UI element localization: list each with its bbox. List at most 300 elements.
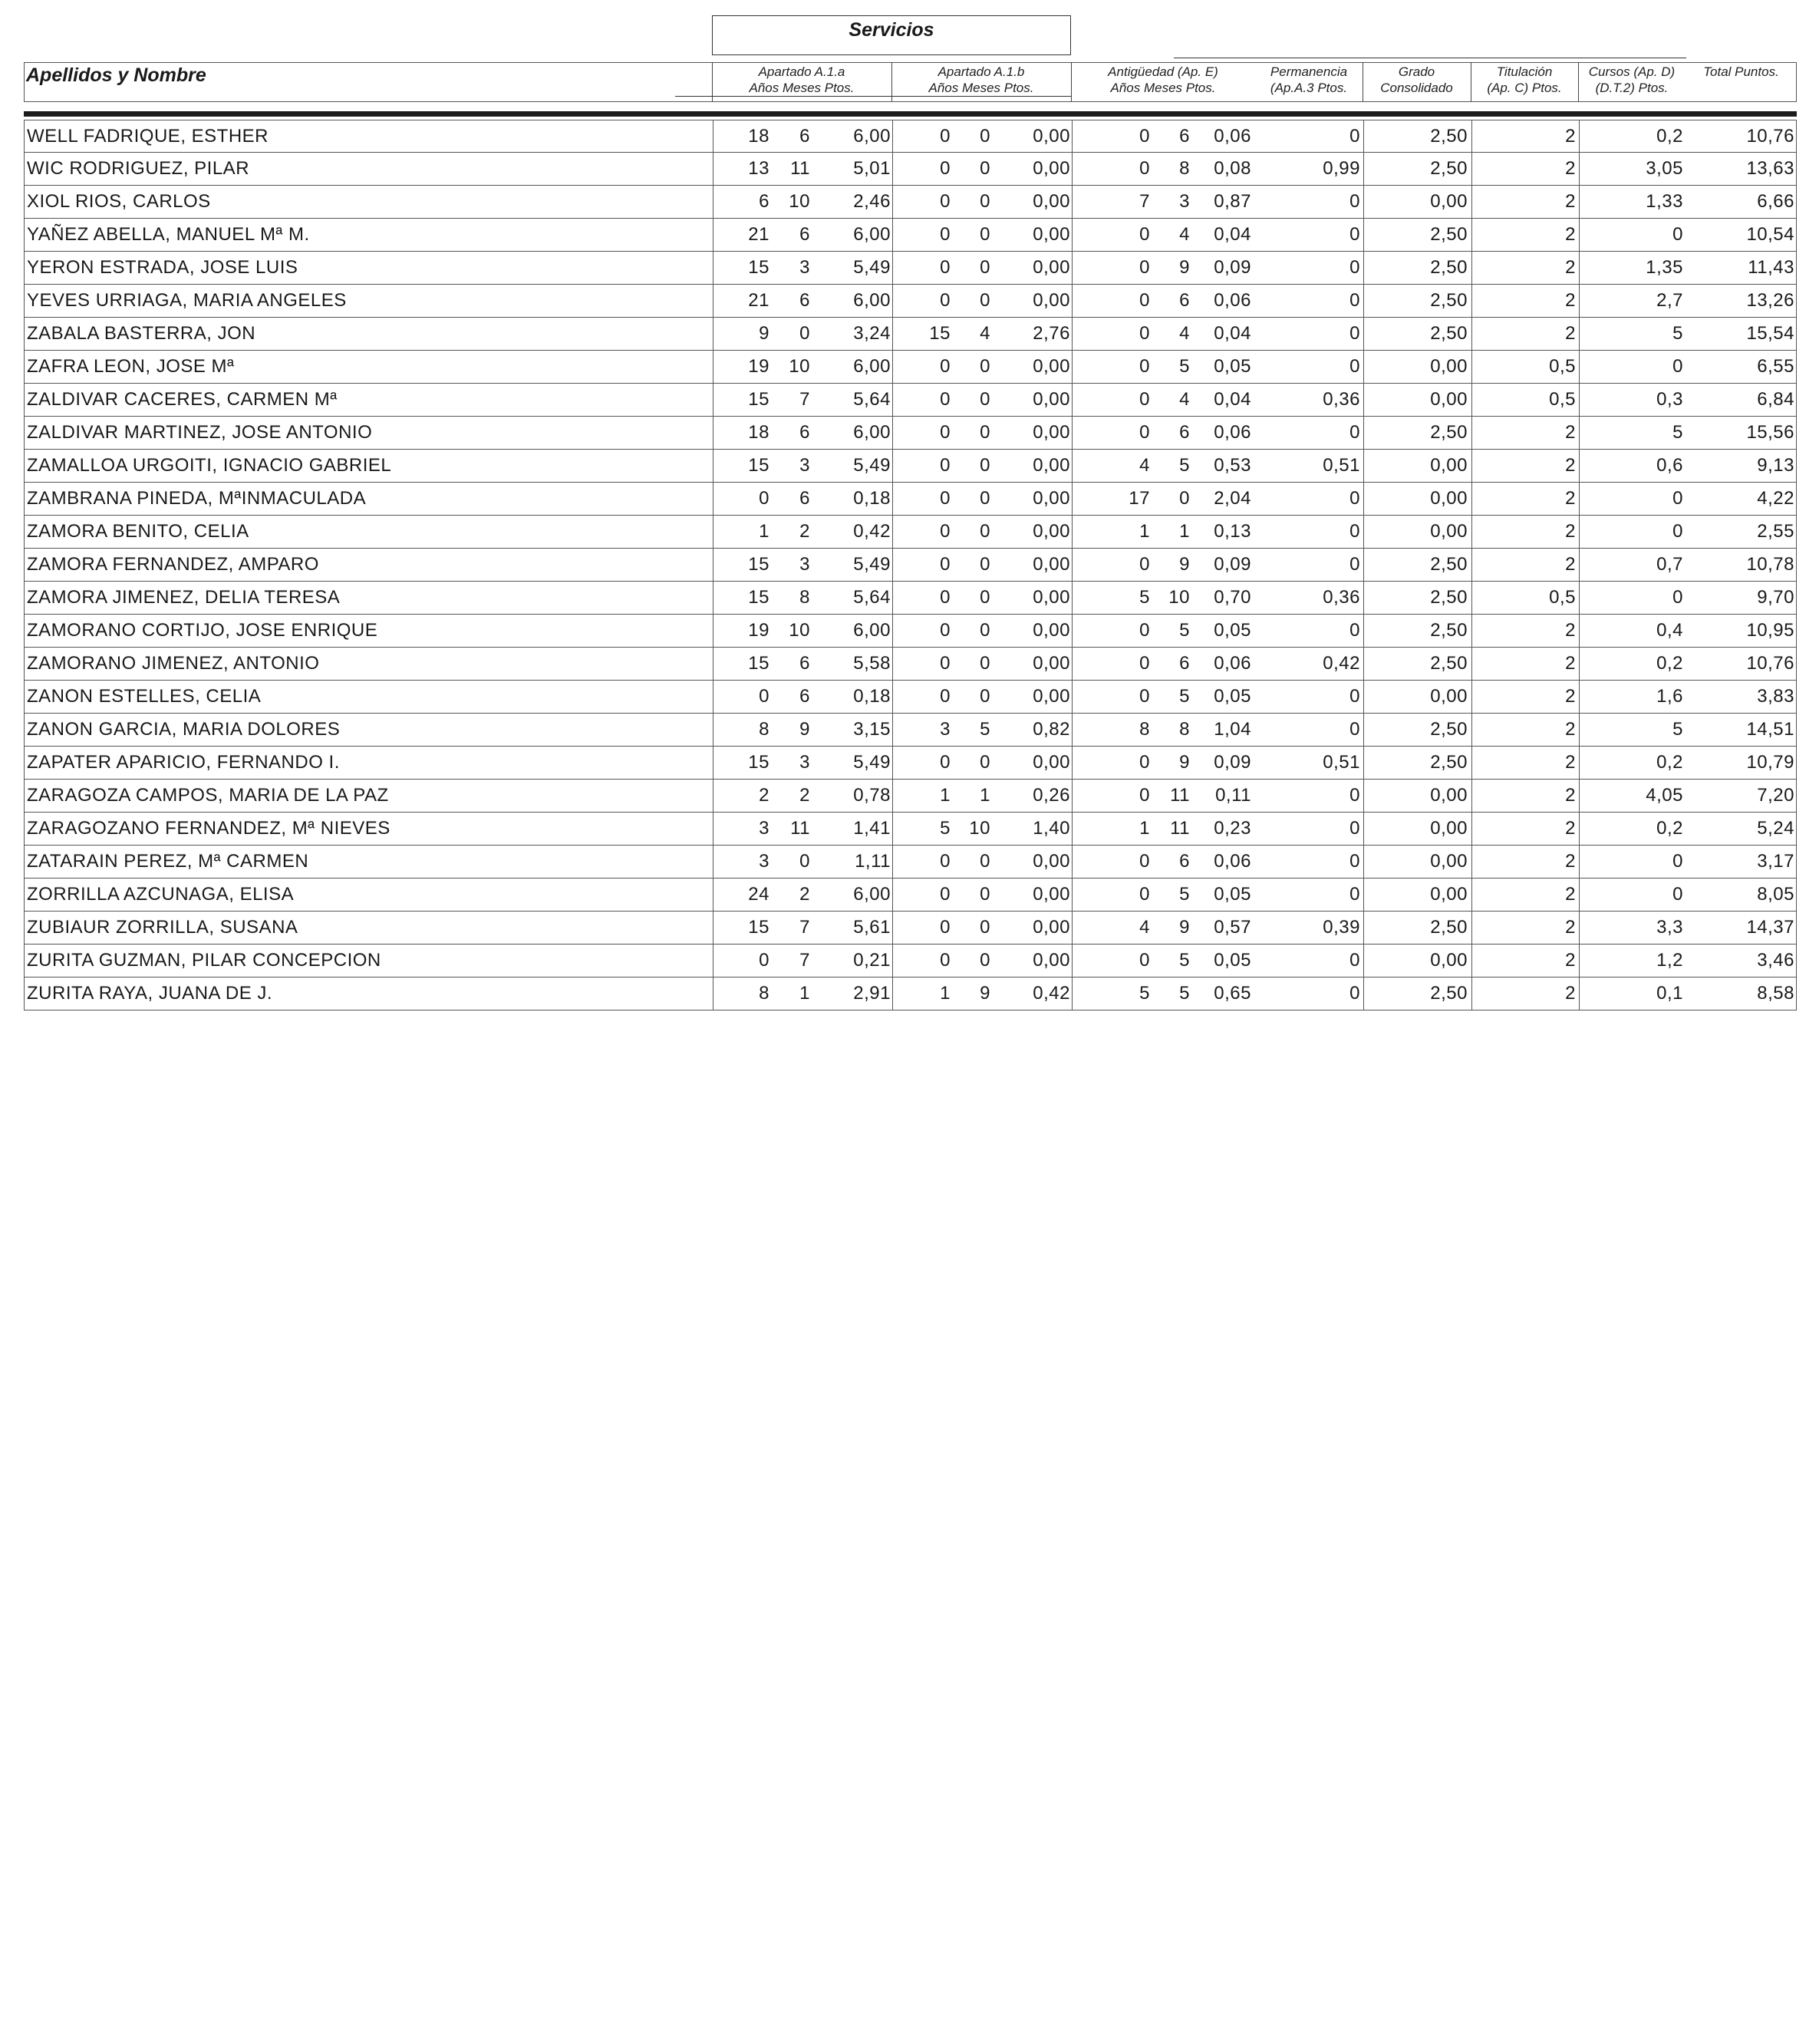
table-row (25, 681, 1796, 714)
a1a-points-cell: 1,11 (855, 851, 891, 872)
titulacion-cell: 2 (1565, 323, 1576, 344)
a1b-months-cell: 0 (980, 950, 990, 971)
table-row (25, 252, 1796, 285)
cursos-cell: 5 (1672, 422, 1683, 443)
a1b-points-cell: 0,00 (1033, 356, 1070, 377)
cursos-cell: 0,6 (1656, 455, 1683, 476)
column-divider (1579, 351, 1580, 383)
cursos-cell: 0 (1672, 488, 1683, 509)
column-divider (892, 549, 893, 581)
antiguedad-points-cell: 0,87 (1214, 191, 1251, 212)
total-puntos-cell: 8,05 (1757, 884, 1794, 905)
column-divider (1072, 615, 1073, 647)
total-puntos-cell: 6,66 (1757, 191, 1794, 212)
total-puntos-cell: 3,46 (1757, 950, 1794, 971)
cursos-cell: 3,05 (1646, 158, 1683, 179)
antiguedad-points-cell: 0,04 (1214, 224, 1251, 245)
header-divider (1071, 62, 1072, 102)
total-puntos-cell: 10,95 (1746, 620, 1794, 641)
person-name-cell: XIOL RIOS, CARLOS (27, 191, 211, 212)
titulacion-cell: 2 (1565, 455, 1576, 476)
a1b-points-cell: 0,00 (1033, 884, 1070, 905)
antiguedad-years-cell: 1 (1139, 818, 1150, 839)
column-divider (892, 186, 893, 218)
titulacion-cell: 2 (1565, 917, 1576, 938)
column-divider (1471, 285, 1472, 317)
column-divider (892, 780, 893, 812)
grado-consolidado-cell: 0,00 (1430, 785, 1468, 806)
column-divider (892, 516, 893, 548)
a1b-months-cell: 4 (980, 323, 990, 344)
antiguedad-months-cell: 8 (1179, 158, 1190, 179)
titulacion-cell: 2 (1565, 191, 1576, 212)
total-puntos-cell: 11,43 (1748, 257, 1794, 278)
table-row (25, 615, 1796, 648)
column-divider (1363, 945, 1364, 977)
permanencia-cell: 0,51 (1323, 455, 1360, 476)
grado-consolidado-cell: 0,00 (1430, 950, 1468, 971)
a1b-points-cell: 0,00 (1033, 686, 1070, 707)
a1b-months-cell: 0 (980, 620, 990, 641)
column-header-grado-consolidado: Grado Consolidado (1380, 64, 1453, 95)
column-divider (1072, 318, 1073, 350)
column-divider (1072, 285, 1073, 317)
a1b-months-cell: 0 (980, 686, 990, 707)
column-divider (1471, 516, 1472, 548)
column-divider (1579, 912, 1580, 944)
column-divider (892, 483, 893, 515)
a1b-points-cell: 0,82 (1033, 719, 1070, 740)
antiguedad-years-cell: 17 (1129, 488, 1150, 509)
cursos-cell: 5 (1672, 323, 1683, 344)
antiguedad-months-cell: 9 (1179, 917, 1190, 938)
scores-table (24, 120, 1797, 1010)
a1b-months-cell: 0 (980, 917, 990, 938)
cursos-cell: 1,35 (1646, 257, 1683, 278)
antiguedad-months-cell: 9 (1179, 752, 1190, 773)
permanencia-cell: 0 (1349, 950, 1360, 971)
a1b-points-cell: 0,00 (1033, 257, 1070, 278)
table-row (25, 780, 1796, 813)
column-divider (1363, 252, 1364, 284)
table-row (25, 483, 1796, 516)
person-name-cell: ZARAGOZA CAMPOS, MARIA DE LA PAZ (27, 785, 389, 806)
column-divider (892, 945, 893, 977)
grado-consolidado-cell: 0,00 (1430, 389, 1468, 410)
column-divider (1471, 945, 1472, 977)
titulacion-cell: 2 (1565, 290, 1576, 311)
column-divider (1579, 318, 1580, 350)
a1a-years-cell: 2 (759, 785, 769, 806)
a1b-months-cell: 0 (980, 191, 990, 212)
column-divider (1072, 912, 1073, 944)
column-divider (1471, 153, 1472, 185)
a1a-months-cell: 10 (789, 191, 810, 212)
a1a-years-cell: 13 (748, 158, 769, 179)
grado-consolidado-cell: 2,50 (1430, 323, 1468, 344)
cursos-cell: 0 (1672, 224, 1683, 245)
column-header-total-puntos: Total Puntos. (1703, 64, 1779, 79)
a1b-points-cell: 0,00 (1033, 521, 1070, 542)
permanencia-cell: 0,42 (1323, 653, 1360, 674)
antiguedad-months-cell: 9 (1179, 257, 1190, 278)
column-divider (892, 747, 893, 779)
a1a-months-cell: 10 (789, 620, 810, 641)
column-header-antiguedad: Antigüedad (Ap. E) Años Meses Ptos. (1108, 64, 1218, 95)
column-divider (1363, 186, 1364, 218)
a1a-years-cell: 0 (759, 488, 769, 509)
a1b-months-cell: 0 (980, 224, 990, 245)
a1b-months-cell: 0 (980, 488, 990, 509)
column-divider (1363, 351, 1364, 383)
cursos-cell: 0,2 (1656, 126, 1683, 147)
a1b-years-cell: 1 (940, 785, 951, 806)
permanencia-cell: 0 (1349, 126, 1360, 147)
titulacion-cell: 0,5 (1549, 356, 1576, 377)
a1b-months-cell: 0 (980, 290, 990, 311)
permanencia-cell: 0 (1349, 290, 1360, 311)
grado-consolidado-cell: 2,50 (1430, 620, 1468, 641)
column-divider (1072, 219, 1073, 251)
column-header-apartado-a1a: Apartado A.1.a Años Meses Ptos. (749, 64, 855, 95)
header-divider (1578, 62, 1579, 102)
titulacion-cell: 2 (1565, 785, 1576, 806)
column-divider (1072, 450, 1073, 482)
column-divider (1363, 648, 1364, 680)
column-divider (1471, 120, 1472, 152)
column-divider (1579, 846, 1580, 878)
a1a-points-cell: 5,01 (853, 158, 891, 179)
a1a-months-cell: 11 (790, 158, 810, 179)
cursos-cell: 5 (1672, 719, 1683, 740)
titulacion-cell: 2 (1565, 818, 1576, 839)
header-separator-rule (24, 111, 1797, 117)
a1b-months-cell: 5 (980, 719, 990, 740)
a1a-points-cell: 6,00 (853, 620, 891, 641)
column-divider (892, 879, 893, 911)
servicios-group-header: Servicios (712, 15, 1071, 55)
a1a-years-cell: 3 (759, 818, 769, 839)
column-divider (1579, 681, 1580, 713)
a1b-months-cell: 0 (980, 554, 990, 575)
total-puntos-cell: 7,20 (1757, 785, 1794, 806)
total-puntos-cell: 14,51 (1746, 719, 1794, 740)
antiguedad-points-cell: 0,08 (1214, 158, 1251, 179)
a1b-months-cell: 10 (969, 818, 990, 839)
titulacion-cell: 2 (1565, 422, 1576, 443)
a1a-months-cell: 6 (799, 422, 810, 443)
a1a-months-cell: 10 (789, 356, 810, 377)
column-divider (1072, 747, 1073, 779)
column-divider (1072, 780, 1073, 812)
a1a-years-cell: 9 (759, 323, 769, 344)
antiguedad-years-cell: 5 (1139, 983, 1150, 1004)
person-name-cell: ZANON ESTELLES, CELIA (27, 686, 262, 707)
grado-consolidado-cell: 2,50 (1430, 290, 1468, 311)
column-divider (892, 120, 893, 152)
a1b-months-cell: 9 (980, 983, 990, 1004)
a1a-years-cell: 0 (759, 950, 769, 971)
grado-consolidado-cell: 0,00 (1430, 455, 1468, 476)
grado-consolidado-cell: 0,00 (1430, 356, 1468, 377)
titulacion-cell: 2 (1565, 884, 1576, 905)
person-name-cell: ZAMALLOA URGOITI, IGNACIO GABRIEL (27, 455, 392, 476)
permanencia-cell: 0 (1349, 620, 1360, 641)
a1a-points-cell: 6,00 (853, 290, 891, 311)
column-divider (1363, 879, 1364, 911)
antiguedad-points-cell: 0,65 (1214, 983, 1251, 1004)
column-divider (1471, 648, 1472, 680)
a1a-years-cell: 8 (759, 719, 769, 740)
a1a-points-cell: 5,49 (853, 455, 891, 476)
antiguedad-years-cell: 0 (1139, 851, 1150, 872)
person-name-cell: ZABALA BASTERRA, JON (27, 323, 256, 344)
antiguedad-months-cell: 6 (1179, 851, 1190, 872)
permanencia-cell: 0 (1349, 521, 1360, 542)
a1b-months-cell: 1 (980, 785, 990, 806)
grado-consolidado-cell: 2,50 (1430, 587, 1468, 608)
titulacion-cell: 2 (1565, 257, 1576, 278)
antiguedad-months-cell: 5 (1179, 455, 1190, 476)
column-divider (892, 681, 893, 713)
antiguedad-points-cell: 0,70 (1214, 587, 1251, 608)
column-divider (892, 615, 893, 647)
column-divider (1072, 549, 1073, 581)
cursos-cell: 0,7 (1656, 554, 1683, 575)
a1b-points-cell: 0,00 (1033, 455, 1070, 476)
column-divider (1072, 977, 1073, 1010)
permanencia-cell: 0 (1349, 785, 1360, 806)
antiguedad-months-cell: 5 (1179, 983, 1190, 1004)
total-puntos-cell: 10,54 (1746, 224, 1794, 245)
antiguedad-years-cell: 0 (1139, 686, 1150, 707)
grado-consolidado-cell: 0,00 (1430, 521, 1468, 542)
antiguedad-years-cell: 0 (1139, 884, 1150, 905)
table-row (25, 648, 1796, 681)
a1b-years-cell: 0 (940, 191, 951, 212)
a1b-years-cell: 0 (940, 686, 951, 707)
column-divider (1363, 714, 1364, 746)
a1a-years-cell: 0 (759, 686, 769, 707)
a1a-months-cell: 0 (799, 851, 810, 872)
a1a-months-cell: 7 (799, 917, 810, 938)
person-name-cell: ZURITA RAYA, JUANA DE J. (27, 983, 273, 1004)
table-row (25, 285, 1796, 318)
antiguedad-points-cell: 0,06 (1214, 126, 1251, 147)
antiguedad-points-cell: 0,53 (1214, 455, 1251, 476)
column-divider (1363, 516, 1364, 548)
column-divider (1471, 879, 1472, 911)
cursos-cell: 0 (1672, 851, 1683, 872)
total-puntos-cell: 14,37 (1746, 917, 1794, 938)
titulacion-cell: 2 (1565, 126, 1576, 147)
person-name-cell: WIC RODRIGUEZ, PILAR (27, 158, 250, 179)
antiguedad-years-cell: 0 (1139, 257, 1150, 278)
column-divider (892, 351, 893, 383)
a1b-points-cell: 0,00 (1033, 752, 1070, 773)
a1b-months-cell: 0 (980, 455, 990, 476)
a1b-months-cell: 0 (980, 884, 990, 905)
total-puntos-cell: 9,70 (1757, 587, 1794, 608)
a1a-months-cell: 7 (799, 389, 810, 410)
antiguedad-months-cell: 6 (1179, 653, 1190, 674)
a1a-points-cell: 1,41 (853, 818, 891, 839)
a1b-points-cell: 0,00 (1033, 488, 1070, 509)
a1a-years-cell: 21 (748, 290, 769, 311)
a1b-years-cell: 0 (940, 422, 951, 443)
a1a-points-cell: 6,00 (853, 224, 891, 245)
cursos-cell: 0,2 (1656, 653, 1683, 674)
column-divider (1471, 615, 1472, 647)
a1b-months-cell: 0 (980, 257, 990, 278)
grado-consolidado-cell: 0,00 (1430, 851, 1468, 872)
a1b-months-cell: 0 (980, 851, 990, 872)
antiguedad-months-cell: 6 (1179, 126, 1190, 147)
a1a-years-cell: 3 (759, 851, 769, 872)
antiguedad-points-cell: 0,05 (1214, 356, 1251, 377)
column-divider (892, 219, 893, 251)
table-row (25, 813, 1796, 846)
table-row (25, 879, 1796, 912)
total-puntos-cell: 6,55 (1757, 356, 1794, 377)
column-divider (1579, 384, 1580, 416)
column-divider (1471, 780, 1472, 812)
column-divider (1579, 450, 1580, 482)
column-divider (1363, 318, 1364, 350)
antiguedad-years-cell: 0 (1139, 653, 1150, 674)
a1a-months-cell: 6 (799, 686, 810, 707)
a1b-points-cell: 0,00 (1033, 389, 1070, 410)
cursos-cell: 0 (1672, 521, 1683, 542)
a1b-years-cell: 0 (940, 224, 951, 245)
a1b-years-cell: 0 (940, 455, 951, 476)
antiguedad-points-cell: 0,05 (1214, 620, 1251, 641)
person-name-cell: YAÑEZ ABELLA, MANUEL Mª M. (27, 224, 310, 245)
a1a-years-cell: 21 (748, 224, 769, 245)
column-divider (1072, 516, 1073, 548)
column-divider (892, 714, 893, 746)
person-name-cell: ZALDIVAR CACERES, CARMEN Mª (27, 389, 338, 410)
antiguedad-years-cell: 0 (1139, 620, 1150, 641)
antiguedad-years-cell: 0 (1139, 950, 1150, 971)
antiguedad-months-cell: 5 (1179, 884, 1190, 905)
a1a-points-cell: 5,49 (853, 554, 891, 575)
column-divider (1363, 285, 1364, 317)
column-divider (1579, 714, 1580, 746)
grado-consolidado-cell: 0,00 (1430, 191, 1468, 212)
column-divider (892, 450, 893, 482)
a1a-years-cell: 18 (748, 126, 769, 147)
antiguedad-points-cell: 0,04 (1214, 323, 1251, 344)
column-divider (892, 417, 893, 449)
grado-consolidado-cell: 2,50 (1430, 719, 1468, 740)
total-puntos-cell: 5,24 (1757, 818, 1794, 839)
column-divider (1471, 681, 1472, 713)
a1a-points-cell: 2,46 (853, 191, 891, 212)
antiguedad-months-cell: 5 (1179, 620, 1190, 641)
total-puntos-cell: 10,76 (1746, 653, 1794, 674)
table-row (25, 912, 1796, 945)
antiguedad-years-cell: 4 (1139, 917, 1150, 938)
a1a-months-cell: 2 (799, 884, 810, 905)
grado-consolidado-cell: 2,50 (1430, 422, 1468, 443)
a1b-points-cell: 0,26 (1033, 785, 1070, 806)
a1a-months-cell: 6 (799, 290, 810, 311)
person-name-cell: ZALDIVAR MARTINEZ, JOSE ANTONIO (27, 422, 373, 443)
permanencia-cell: 0 (1349, 884, 1360, 905)
antiguedad-points-cell: 2,04 (1214, 488, 1251, 509)
column-divider (1471, 977, 1472, 1010)
column-divider (1471, 318, 1472, 350)
column-divider (892, 912, 893, 944)
column-divider (1471, 351, 1472, 383)
a1a-months-cell: 2 (799, 521, 810, 542)
antiguedad-points-cell: 0,04 (1214, 389, 1251, 410)
cursos-cell: 2,7 (1656, 290, 1683, 311)
permanencia-cell: 0,51 (1323, 752, 1360, 773)
antiguedad-points-cell: 0,23 (1214, 818, 1251, 839)
column-divider (892, 252, 893, 284)
total-puntos-cell: 10,79 (1746, 752, 1794, 773)
column-divider (892, 813, 893, 845)
column-divider (1579, 780, 1580, 812)
table-row (25, 945, 1796, 977)
a1a-years-cell: 15 (748, 389, 769, 410)
column-divider (1471, 747, 1472, 779)
antiguedad-years-cell: 8 (1139, 719, 1150, 740)
a1b-months-cell: 0 (980, 158, 990, 179)
a1a-months-cell: 3 (799, 752, 810, 773)
column-divider (1579, 186, 1580, 218)
table-row (25, 384, 1796, 417)
a1b-points-cell: 0,00 (1033, 653, 1070, 674)
a1a-years-cell: 15 (748, 455, 769, 476)
a1a-points-cell: 5,58 (853, 653, 891, 674)
permanencia-cell: 0,36 (1323, 389, 1360, 410)
grado-consolidado-cell: 2,50 (1430, 917, 1468, 938)
a1a-points-cell: 0,18 (853, 488, 891, 509)
column-header-apartado-a1b: Apartado A.1.b Años Meses Ptos. (928, 64, 1034, 95)
a1a-years-cell: 15 (748, 752, 769, 773)
antiguedad-months-cell: 10 (1168, 587, 1190, 608)
person-name-cell: ZORRILLA AZCUNAGA, ELISA (27, 884, 295, 905)
a1a-years-cell: 1 (759, 521, 769, 542)
a1b-months-cell: 0 (980, 521, 990, 542)
grado-consolidado-cell: 2,50 (1430, 158, 1468, 179)
column-divider (1579, 813, 1580, 845)
a1b-points-cell: 0,00 (1033, 587, 1070, 608)
titulacion-cell: 2 (1565, 950, 1576, 971)
grado-consolidado-cell: 0,00 (1430, 488, 1468, 509)
column-divider (1363, 450, 1364, 482)
a1a-points-cell: 0,78 (853, 785, 891, 806)
column-divider (1363, 747, 1364, 779)
person-name-cell: ZURITA GUZMAN, PILAR CONCEPCION (27, 950, 381, 971)
a1b-points-cell: 0,00 (1033, 950, 1070, 971)
cursos-cell: 4,05 (1646, 785, 1683, 806)
person-name-cell: ZUBIAUR ZORRILLA, SUSANA (27, 917, 298, 938)
a1a-months-cell: 6 (799, 224, 810, 245)
cursos-cell: 1,6 (1656, 686, 1683, 707)
grado-consolidado-cell: 2,50 (1430, 257, 1468, 278)
column-divider (1579, 977, 1580, 1010)
column-divider (1579, 219, 1580, 251)
antiguedad-points-cell: 0,06 (1214, 851, 1251, 872)
a1b-months-cell: 0 (980, 389, 990, 410)
cursos-cell: 0,3 (1656, 389, 1683, 410)
table-row (25, 846, 1796, 879)
titulacion-cell: 2 (1565, 620, 1576, 641)
